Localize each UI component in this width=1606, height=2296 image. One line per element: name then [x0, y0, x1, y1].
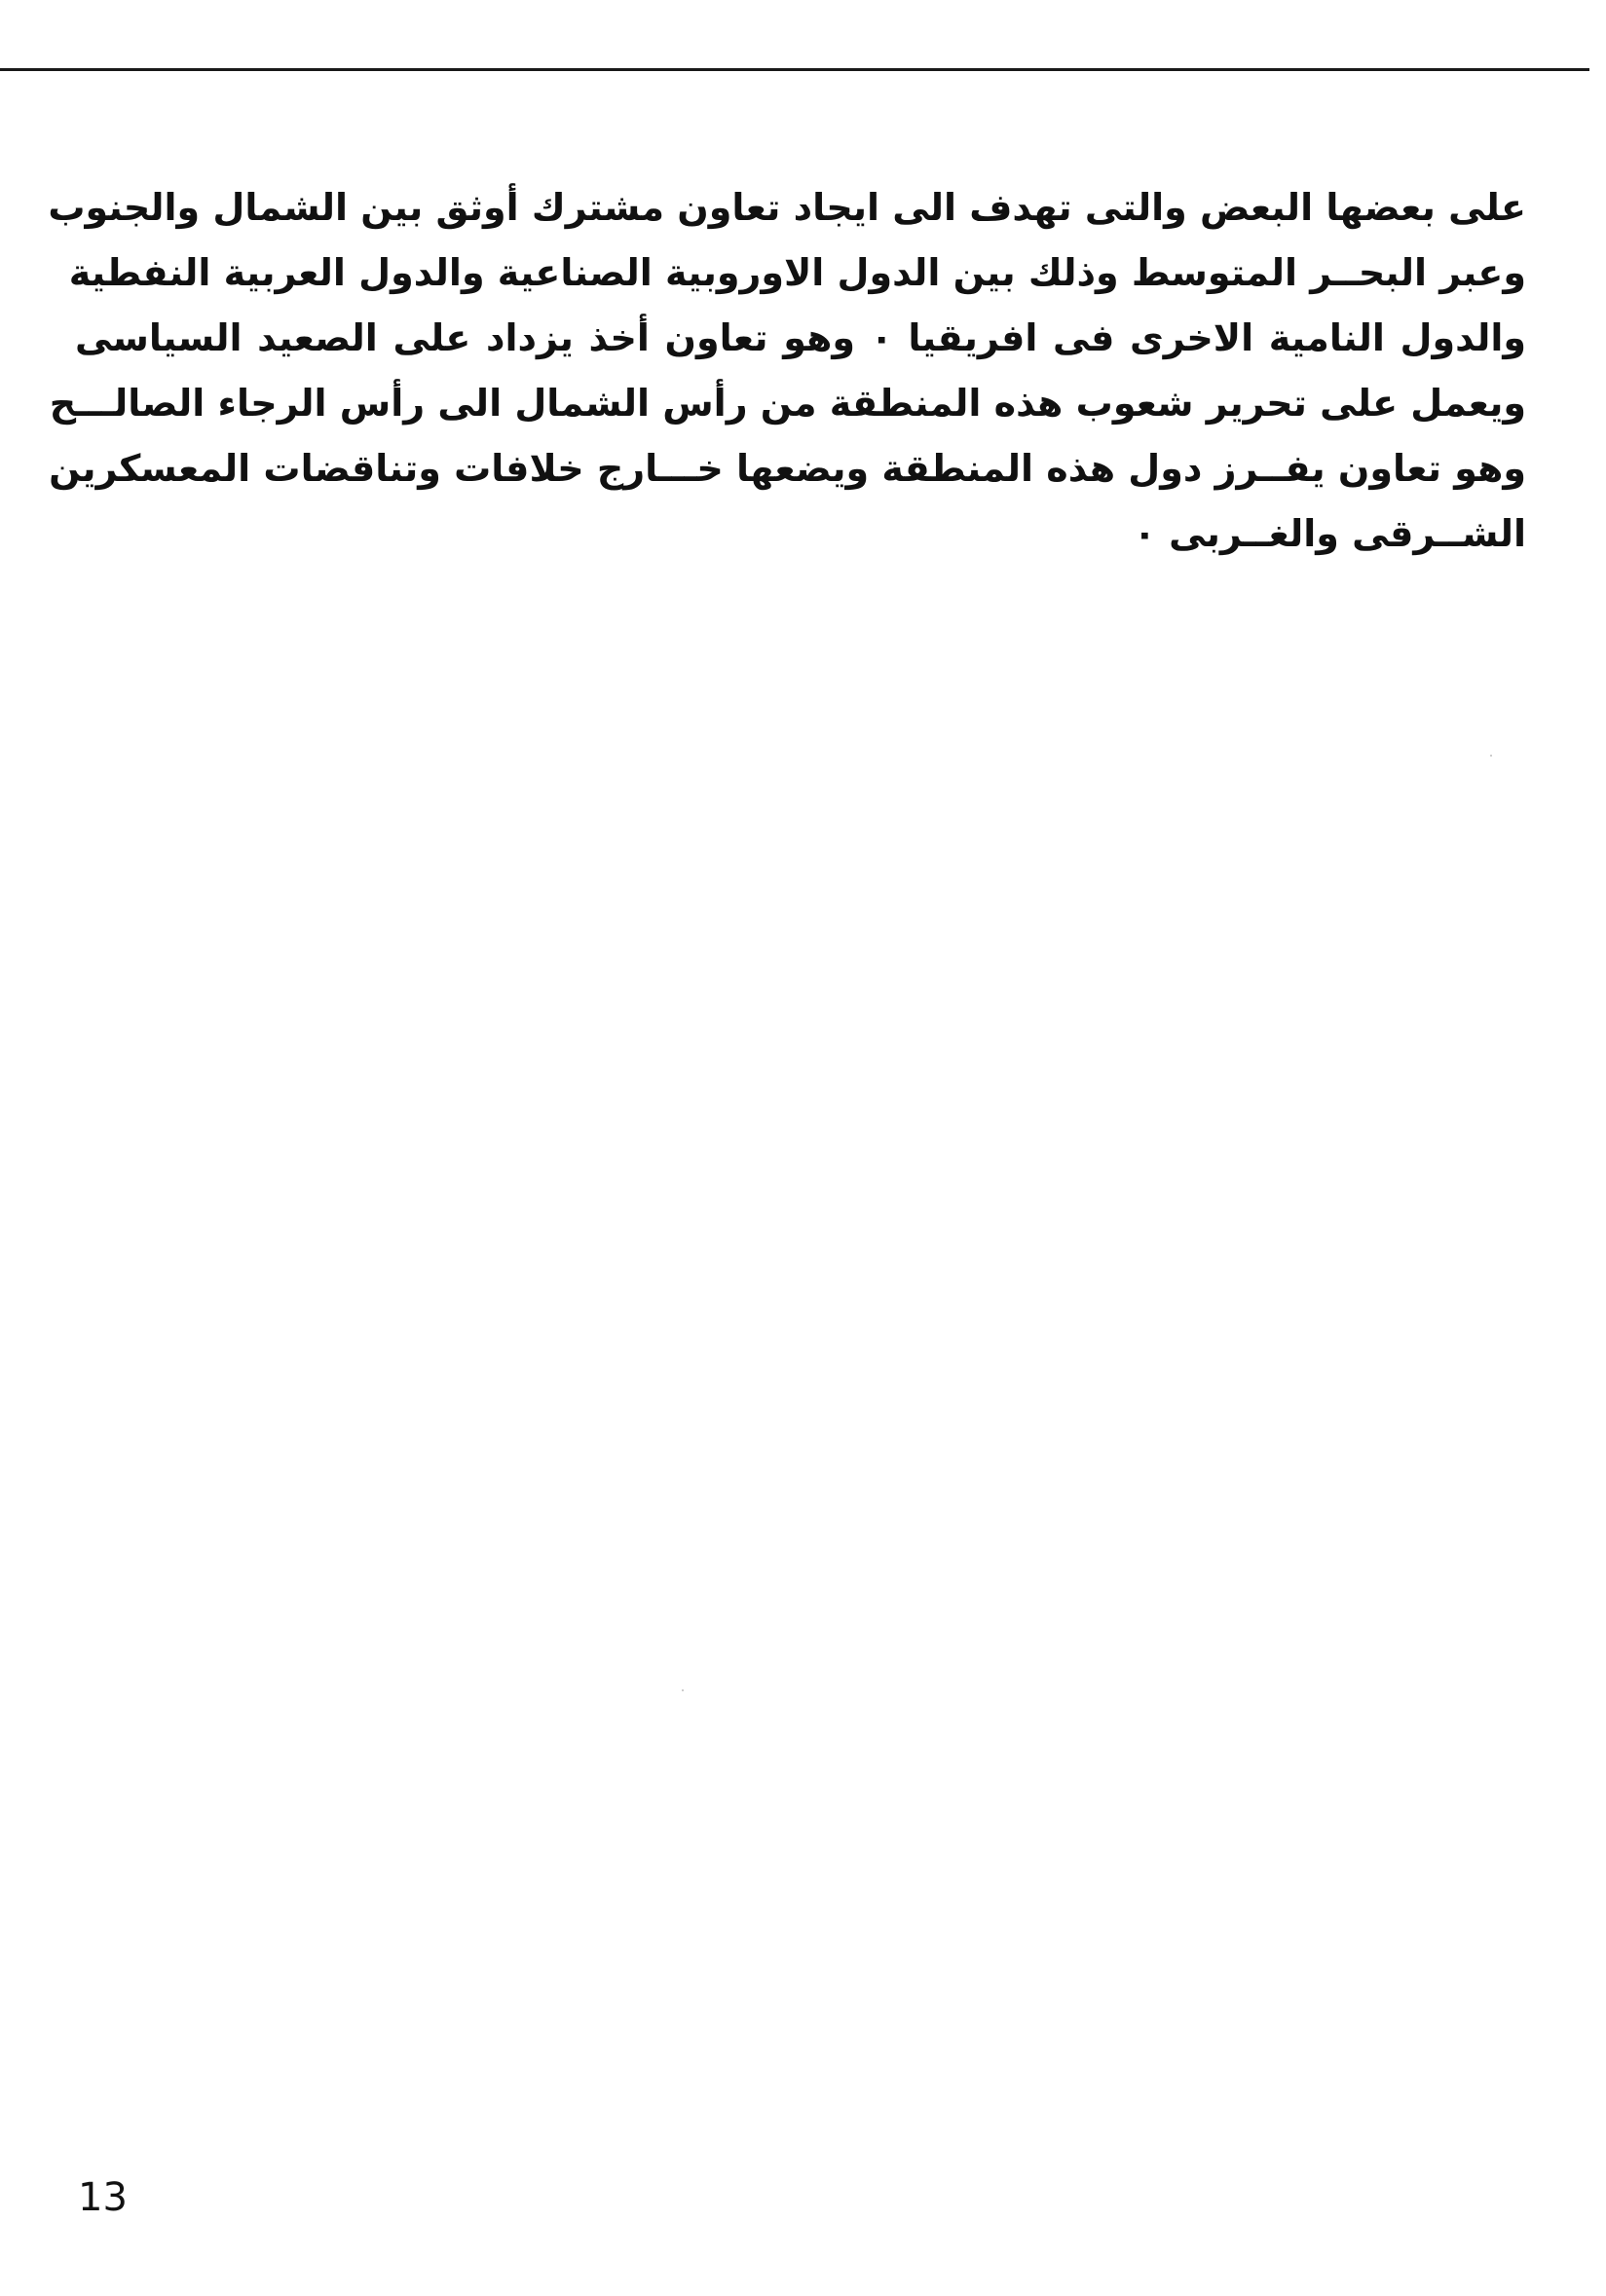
body-paragraph: [48, 175, 1526, 567]
paragraph-line: الشــرقى والغــربى ٠: [1133, 512, 1526, 555]
paragraph-line: وعبر البحــر المتوسط وذلك بين الدول الاوروبية الصناعية والدول العربية النفطية: [68, 251, 1526, 294]
scan-speck: [1490, 755, 1492, 757]
scan-speck: [682, 1689, 684, 1691]
paragraph-line: على بعضها البعض والتى تهدف الى ايجاد تعاون مشترك أوثق بين الشمال والجنوب: [48, 186, 1526, 229]
paragraph-line: والدول النامية الاخرى فى افريقيا ٠ وهو تعاون أخذ يزداد على الصعيد السياسى: [75, 316, 1526, 359]
header-rule: [0, 68, 1589, 71]
paragraph-line: ويعمل على تحرير شعوب هذه المنطقة من رأس الشمال الى رأس الرجاء الصالـــح: [49, 382, 1526, 425]
paragraph-line: وهو تعاون يفــرز دول هذه المنطقة ويضعها خـــارج خلافات وتناقضات المعسكرين: [49, 447, 1526, 490]
page-number: 13: [78, 2175, 128, 2220]
